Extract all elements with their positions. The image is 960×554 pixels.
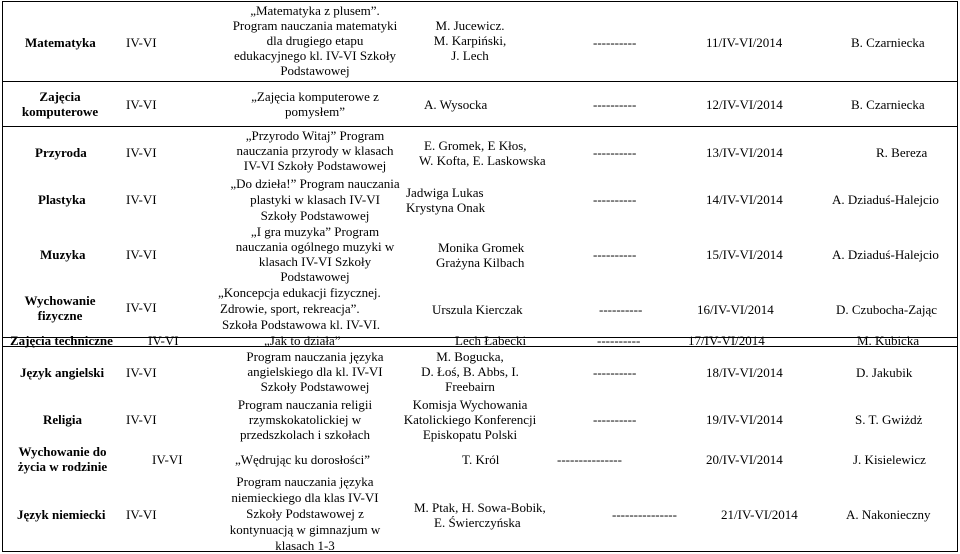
dash-cell: ----------: [593, 145, 637, 160]
subject-cell: Wychowanie do: [18, 444, 107, 459]
program-line: angielskiego dla kl. IV-VI: [247, 364, 383, 379]
program-line: „Koncepcja edukacji fizycznej.: [218, 285, 381, 300]
approval-number: 16/IV-VI/2014: [697, 302, 774, 317]
program-line: Szkoły Podstawowej: [260, 379, 370, 394]
program-line: „Przyrodo Witaj” Program: [245, 128, 385, 143]
author-line: Freebairn: [445, 379, 495, 394]
program-line: Program nauczania języka: [236, 474, 374, 489]
author-line: D. Łoś, B. Abbs, I.: [421, 364, 519, 379]
row-divider: [2, 126, 958, 127]
author-line: Katolickiego Konferencji: [403, 412, 537, 427]
table-border-top: [2, 1, 958, 2]
table-border-left: [2, 1, 3, 552]
program-line: przedszkolach i szkołach: [240, 427, 370, 442]
classes-cell: IV-VI: [126, 507, 157, 522]
author-line: E. Gromek, E Kłos,: [424, 138, 527, 153]
author-line: Episkopatu Polski: [422, 427, 518, 442]
approval-number: 21/IV-VI/2014: [721, 507, 798, 522]
program-line: rzymskokatolickiej w: [248, 412, 362, 427]
program-line: Szkoły Podstawowej: [260, 208, 370, 223]
program-line: Podstawowej: [280, 63, 350, 78]
classes-cell: IV-VI: [152, 452, 183, 467]
classes-cell: IV-VI: [126, 300, 157, 315]
program-line: „I gra muzyka” Program: [250, 224, 380, 239]
approver-cell: A. Nakonieczny: [846, 507, 931, 522]
author-line: E. Świerczyńska: [434, 515, 521, 530]
table-border-bottom: [2, 551, 958, 552]
classes-cell: IV-VI: [126, 192, 157, 207]
subject-cell: życia w rodzinie: [17, 459, 108, 474]
author-line: T. Król: [462, 452, 500, 467]
subject-cell: Język angielski: [20, 365, 105, 380]
subject-cell: komputerowe: [21, 104, 99, 119]
approval-number: 20/IV-VI/2014: [706, 452, 783, 467]
subject-cell: Wychowanie: [24, 293, 96, 308]
classes-cell: IV-VI: [126, 145, 157, 160]
author-line: Lech Łabecki: [455, 333, 527, 348]
program-line: IV-VI Szkoły Podstawowej: [243, 158, 387, 173]
subject-cell: Przyroda: [35, 145, 87, 160]
approver-cell: R. Bereza: [876, 145, 928, 160]
author-line: Grażyna Kilbach: [436, 255, 525, 270]
row-divider: [2, 81, 958, 82]
program-line: Program nauczania matematyki: [232, 18, 398, 33]
subject-cell: Język niemiecki: [17, 507, 106, 522]
approval-number: 18/IV-VI/2014: [706, 365, 783, 380]
dash-cell: ----------: [593, 192, 637, 207]
program-line: niemieckiego dla klas IV-VI: [231, 490, 379, 505]
program-line: klasach IV-VI Szkoły: [258, 254, 372, 269]
author-line: J. Lech: [451, 48, 489, 63]
approver-cell: B. Czarniecka: [851, 97, 925, 112]
author-line: Komisja Wychowania: [412, 397, 528, 412]
program-line: Program nauczania języka: [246, 349, 384, 364]
author-line: Krystyna Onak: [406, 200, 486, 215]
dash-cell: ----------: [593, 35, 637, 50]
subject-cell: Muzyka: [40, 247, 86, 262]
dash-cell: ---------------: [612, 507, 677, 522]
classes-cell: IV-VI: [126, 35, 157, 50]
approver-cell: D. Jakubik: [856, 365, 913, 380]
classes-cell: IV-VI: [148, 333, 179, 348]
dash-cell: ----------: [593, 365, 637, 380]
approver-cell: S. T. Gwiżdż: [855, 412, 923, 427]
program-line: „Wędrując ku dorosłości”: [235, 452, 371, 467]
program-line: klasach 1-3: [275, 538, 335, 553]
program-line: Szkoła Podstawowa kl. IV-VI.: [222, 317, 381, 332]
table-border-right: [957, 1, 958, 552]
program-line: pomysłem”: [285, 104, 345, 119]
author-line: A. Wysocka: [424, 97, 488, 112]
program-line: Szkoły Podstawowej z: [246, 506, 364, 521]
author-line: M. Bogucka,: [436, 349, 504, 364]
approval-number: 13/IV-VI/2014: [706, 145, 783, 160]
program-line: edukacyjnego kl. IV-VI Szkoły: [234, 48, 396, 63]
subject-cell: fizyczne: [37, 308, 83, 323]
approver-cell: M. Kubicka: [857, 333, 920, 348]
program-line: dla drugiego etapu: [266, 33, 364, 48]
dash-cell: ----------: [593, 97, 637, 112]
program-line: „Do dzieła!” Program nauczania: [230, 176, 400, 191]
approver-cell: D. Czubocha-Zając: [836, 302, 938, 317]
subject-cell: Religia: [43, 412, 82, 427]
approval-number: 17/IV-VI/2014: [688, 333, 765, 348]
classes-cell: IV-VI: [126, 365, 157, 380]
approval-number: 19/IV-VI/2014: [706, 412, 783, 427]
program-line: „Jak to działa”: [264, 333, 341, 348]
classes-cell: IV-VI: [126, 97, 157, 112]
approver-cell: J. Kisielewicz: [853, 452, 926, 467]
approver-cell: B. Czarniecka: [851, 35, 925, 50]
author-line: M. Karpiński,: [433, 33, 507, 48]
subject-cell: Plastyka: [38, 192, 86, 207]
program-line: kontynuacją w gimnazjum w: [229, 522, 381, 537]
classes-cell: IV-VI: [126, 412, 157, 427]
program-line: „Matematyka z plusem”.: [250, 3, 380, 18]
classes-cell: IV-VI: [126, 247, 157, 262]
author-line: Monika Gromek: [438, 240, 525, 255]
author-line: Jadwiga Lukas: [406, 185, 484, 200]
approval-number: 11/IV-VI/2014: [706, 35, 783, 50]
author-line: M. Ptak, H. Sowa-Bobik,: [414, 500, 546, 515]
approval-number: 14/IV-VI/2014: [706, 192, 783, 207]
program-line: nauczania przyrody w klasach: [236, 143, 394, 158]
program-line: plastyki w klasach IV-VI: [250, 192, 380, 207]
subject-cell: Zajęcia: [39, 89, 81, 104]
approver-cell: A. Dziaduś-Halejcio: [832, 192, 939, 207]
author-line: W. Kofta, E. Laskowska: [419, 153, 546, 168]
dash-cell: ----------: [593, 412, 637, 427]
program-line: Program nauczania religii: [237, 397, 373, 412]
approval-number: 12/IV-VI/2014: [706, 97, 783, 112]
program-line: Podstawowej: [280, 269, 350, 284]
dash-cell: ---------------: [557, 452, 622, 467]
subject-cell: Zajęcia techniczne: [10, 333, 113, 348]
dash-cell: ----------: [597, 333, 641, 348]
author-line: M. Jucewicz.: [435, 18, 505, 33]
approver-cell: A. Dziaduś-Halejcio: [832, 247, 939, 262]
program-line: nauczania ogólnego muzyki w: [235, 239, 395, 254]
dash-cell: ----------: [599, 302, 643, 317]
author-line: Urszula Kierczak: [432, 302, 523, 317]
program-line: Zdrowie, sport, rekreacja”.: [220, 301, 360, 316]
program-line: „Zajęcia komputerowe z: [251, 89, 379, 104]
subject-cell: Matematyka: [25, 35, 96, 50]
approval-number: 15/IV-VI/2014: [706, 247, 783, 262]
dash-cell: ----------: [593, 247, 637, 262]
